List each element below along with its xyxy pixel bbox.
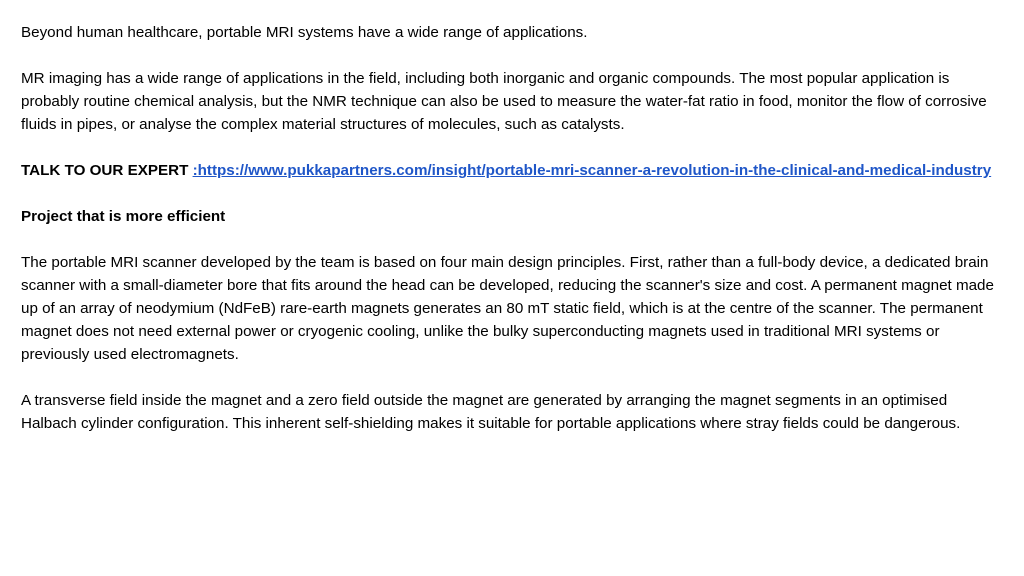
applications-paragraph: MR imaging has a wide range of applications in the field, including both inorganic and organic compounds. The most popular application is probably routine chemical analysis, but the NMR technique can also be used to measure the water-fat ratio in food, monitor the flow of corrosive fluids in pipes, or analyse the complex material structures of molecules, such as catalysts. (21, 70, 987, 133)
cta-label: TALK TO OUR EXPERT (21, 162, 193, 179)
intro-paragraph: Beyond human healthcare, portable MRI systems have a wide range of applications. (21, 24, 588, 41)
spacer (21, 136, 1004, 159)
section-heading: Project that is more efficient (21, 208, 226, 225)
cta-paragraph (21, 159, 1004, 182)
spacer (21, 366, 1004, 389)
expert-link[interactable]: :https://www.pukkapartners.com/insight/portable-mri-scanner-a-revolution-in-the-clinical-and-medical-industry (192, 162, 992, 179)
halbach-paragraph: A transverse field inside the magnet and a zero field outside the magnet are generated by arranging the magnet segments in an optimised Halbach cylinder configuration. This inherent self-shielding makes it suitable for portable applications where stray fields could be dangerous. (21, 392, 961, 432)
spacer (21, 182, 1004, 205)
spacer (21, 228, 1004, 251)
spacer (21, 44, 1004, 67)
design-paragraph: The portable MRI scanner developed by the team is based on four main design principles. First, rather than a full-body device, a dedicated brain scanner with a small-diameter bore that fits around the head can be developed, reducing the scanner's size and cost. A permanent magnet made up of an array of neodymium (NdFeB) rare-earth magnets generates an 80 mT static field, which is at the centre of the scanner. The permanent magnet does not need external power or cryogenic cooling, unlike the bulky superconducting magnets used in traditional MRI systems or previously used electromagnets. (21, 254, 994, 363)
